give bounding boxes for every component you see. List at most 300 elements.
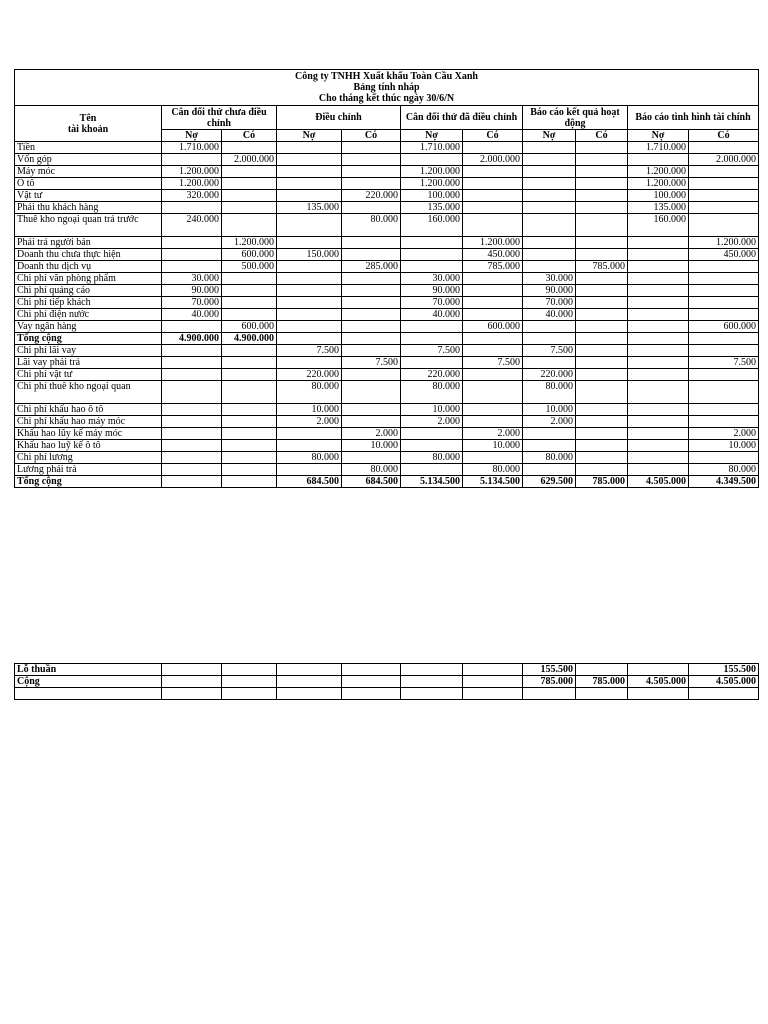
credit-cell: 4.505.000: [689, 676, 759, 688]
debit-cell: [401, 249, 463, 261]
debit-cell: 1.200.000: [162, 178, 222, 190]
debit-cell: [628, 154, 689, 166]
debit-cell: [277, 166, 342, 178]
debit-cell: [523, 214, 576, 237]
debit-cell: 135.000: [628, 202, 689, 214]
credit-cell: 220.000: [342, 190, 401, 202]
debit-cell: [401, 237, 463, 249]
credit-cell: 785.000: [463, 261, 523, 273]
debit-cell: [277, 688, 342, 700]
debit-cell: 70.000: [162, 297, 222, 309]
debit-cell: [628, 321, 689, 333]
debit-cell: 80.000: [401, 452, 463, 464]
credit-cell: [222, 688, 277, 700]
account-name: Chi phí thuê kho ngoại quan: [15, 381, 162, 404]
credit-cell: [576, 464, 628, 476]
credit-cell: [342, 297, 401, 309]
credit-cell: [342, 333, 401, 345]
credit-cell: [222, 428, 277, 440]
debit-cell: [162, 664, 222, 676]
credit-cell: 10.000: [342, 440, 401, 452]
credit-cell: [222, 166, 277, 178]
credit-cell: 7.500: [463, 357, 523, 369]
debit-cell: [523, 357, 576, 369]
debit-cell: 80.000: [401, 381, 463, 404]
credit-cell: 2.000: [463, 428, 523, 440]
credit-cell: [576, 416, 628, 428]
credit-cell: [222, 142, 277, 154]
credit-cell: [222, 273, 277, 285]
table-row: [15, 464, 759, 476]
debit-cell: [277, 309, 342, 321]
debit-cell: [628, 309, 689, 321]
credit-cell: 2.000.000: [689, 154, 759, 166]
credit-cell: 4.900.000: [222, 333, 277, 345]
account-name: Khấu hao lũy kế máy móc: [15, 428, 162, 440]
debit-cell: [628, 688, 689, 700]
debit-cell: [523, 428, 576, 440]
worksheet-table: [14, 69, 759, 488]
credit-cell: 2.000.000: [222, 154, 277, 166]
credit-cell: [576, 452, 628, 464]
debit-cell: 1.200.000: [401, 178, 463, 190]
debit-cell: [523, 321, 576, 333]
debit-cell: [162, 261, 222, 273]
credit-cell: [222, 202, 277, 214]
debit-cell: 1.200.000: [162, 166, 222, 178]
sheet-header: [15, 70, 759, 106]
group-header-adjusted: Cân đối thử đã điều chỉnh: [401, 106, 523, 130]
account-name: Chi phí quảng cáo: [15, 285, 162, 297]
credit-cell: [689, 333, 759, 345]
debit-cell: 90.000: [401, 285, 463, 297]
credit-header: Có: [222, 130, 277, 142]
credit-cell: [689, 178, 759, 190]
debit-cell: 10.000: [401, 404, 463, 416]
credit-cell: [576, 369, 628, 381]
debit-cell: [628, 452, 689, 464]
debit-cell: 80.000: [523, 381, 576, 404]
debit-cell: [277, 237, 342, 249]
debit-cell: [628, 464, 689, 476]
credit-cell: [689, 285, 759, 297]
debit-cell: [401, 676, 463, 688]
debit-cell: 684.500: [277, 476, 342, 488]
debit-cell: 135.000: [277, 202, 342, 214]
table-row: [15, 428, 759, 440]
debit-cell: [162, 369, 222, 381]
credit-cell: [342, 369, 401, 381]
account-name: Doanh thu dịch vụ: [15, 261, 162, 273]
credit-cell: [342, 249, 401, 261]
debit-cell: [523, 333, 576, 345]
debit-cell: [162, 416, 222, 428]
account-name: [15, 688, 162, 700]
table-row: [15, 357, 759, 369]
debit-cell: 220.000: [277, 369, 342, 381]
credit-cell: 2.000: [342, 428, 401, 440]
debit-cell: [628, 428, 689, 440]
debit-cell: 4.505.000: [628, 676, 689, 688]
debit-cell: 629.500: [523, 476, 576, 488]
table-row: [15, 142, 759, 154]
debit-cell: [162, 676, 222, 688]
debit-cell: [401, 154, 463, 166]
credit-header: Có: [689, 130, 759, 142]
debit-cell: [277, 333, 342, 345]
credit-cell: [222, 214, 277, 237]
debit-cell: [277, 273, 342, 285]
table-row: [15, 416, 759, 428]
debit-cell: [628, 440, 689, 452]
debit-cell: [277, 428, 342, 440]
credit-cell: [342, 404, 401, 416]
debit-cell: [162, 428, 222, 440]
credit-cell: 600.000: [689, 321, 759, 333]
credit-cell: [463, 285, 523, 297]
debit-cell: [162, 357, 222, 369]
credit-cell: 785.000: [576, 676, 628, 688]
debit-cell: 2.000: [277, 416, 342, 428]
credit-cell: [689, 261, 759, 273]
debit-cell: 70.000: [523, 297, 576, 309]
debit-cell: [277, 154, 342, 166]
credit-cell: [576, 345, 628, 357]
account-name: Tiền: [15, 142, 162, 154]
credit-cell: [463, 688, 523, 700]
table-row: [15, 178, 759, 190]
credit-cell: [689, 273, 759, 285]
debit-cell: [401, 261, 463, 273]
credit-cell: [463, 273, 523, 285]
debit-cell: 150.000: [277, 249, 342, 261]
credit-cell: 600.000: [463, 321, 523, 333]
account-name: Lương phải trả: [15, 464, 162, 476]
debit-cell: 160.000: [401, 214, 463, 237]
credit-cell: 4.349.500: [689, 476, 759, 488]
debit-cell: 1.710.000: [401, 142, 463, 154]
debit-cell: 2.000: [523, 416, 576, 428]
credit-cell: [342, 345, 401, 357]
debit-cell: [162, 404, 222, 416]
debit-cell: [162, 249, 222, 261]
credit-cell: 285.000: [342, 261, 401, 273]
debit-cell: [401, 464, 463, 476]
account-name: Máy móc: [15, 166, 162, 178]
debit-cell: [523, 464, 576, 476]
debit-cell: 1.200.000: [401, 166, 463, 178]
table-row: [15, 440, 759, 452]
table-row: [15, 190, 759, 202]
credit-cell: [342, 202, 401, 214]
debit-cell: 90.000: [523, 285, 576, 297]
credit-cell: 450.000: [689, 249, 759, 261]
debit-cell: 785.000: [523, 676, 576, 688]
credit-cell: [463, 190, 523, 202]
account-name: Chi phí tiếp khách: [15, 297, 162, 309]
credit-cell: [342, 237, 401, 249]
credit-cell: [576, 166, 628, 178]
account-name: Chi phí văn phòng phẩm: [15, 273, 162, 285]
credit-cell: [463, 142, 523, 154]
table-row: [15, 166, 759, 178]
table-row: [15, 309, 759, 321]
credit-cell: 7.500: [342, 357, 401, 369]
debit-cell: [162, 452, 222, 464]
credit-cell: [342, 381, 401, 404]
credit-cell: [576, 273, 628, 285]
debit-cell: [523, 178, 576, 190]
debit-cell: [628, 381, 689, 404]
credit-cell: [689, 202, 759, 214]
credit-cell: [463, 381, 523, 404]
credit-cell: [576, 404, 628, 416]
credit-cell: [689, 404, 759, 416]
debit-cell: [277, 178, 342, 190]
credit-cell: [689, 369, 759, 381]
credit-cell: [222, 664, 277, 676]
credit-cell: [689, 416, 759, 428]
credit-cell: [222, 476, 277, 488]
credit-cell: [576, 214, 628, 237]
debit-cell: [162, 154, 222, 166]
debit-cell: [162, 237, 222, 249]
debit-cell: [628, 404, 689, 416]
credit-cell: [463, 309, 523, 321]
credit-cell: [689, 688, 759, 700]
credit-cell: [576, 154, 628, 166]
table-row: [15, 285, 759, 297]
debit-cell: 220.000: [401, 369, 463, 381]
debit-cell: [401, 321, 463, 333]
debit-header: Nợ: [162, 130, 222, 142]
debit-cell: [628, 249, 689, 261]
credit-cell: [576, 664, 628, 676]
credit-cell: 785.000: [576, 476, 628, 488]
period-label: Cho tháng kết thúc ngày 30/6/N: [318, 93, 455, 104]
account-name: Chi phí khấu hao ô tô: [15, 404, 162, 416]
debit-cell: [162, 476, 222, 488]
debit-header: Nợ: [401, 130, 463, 142]
credit-cell: 1.200.000: [222, 237, 277, 249]
credit-cell: [463, 333, 523, 345]
credit-cell: [342, 321, 401, 333]
summary-table: [14, 663, 759, 700]
account-name: Khấu hao luỹ kế ô tô: [15, 440, 162, 452]
account-name: Phải trả người bán: [15, 237, 162, 249]
debit-cell: [523, 154, 576, 166]
debit-cell: 7.500: [401, 345, 463, 357]
debit-cell: [628, 273, 689, 285]
debit-cell: [523, 237, 576, 249]
debit-cell: 240.000: [162, 214, 222, 237]
credit-cell: [463, 664, 523, 676]
table-row: [15, 261, 759, 273]
debit-cell: [277, 464, 342, 476]
debit-cell: 160.000: [628, 214, 689, 237]
account-name: Chi phí lãi vay: [15, 345, 162, 357]
debit-cell: 2.000: [401, 416, 463, 428]
credit-cell: [576, 178, 628, 190]
debit-cell: [628, 285, 689, 297]
credit-cell: [342, 664, 401, 676]
debit-cell: [401, 357, 463, 369]
debit-cell: 70.000: [401, 297, 463, 309]
account-name-header: Tên tài khoản: [15, 106, 162, 142]
table-row: [15, 452, 759, 464]
credit-cell: [576, 688, 628, 700]
credit-cell: [222, 464, 277, 476]
credit-cell: [222, 369, 277, 381]
debit-cell: 1.710.000: [162, 142, 222, 154]
credit-cell: [342, 416, 401, 428]
table-row: [15, 321, 759, 333]
credit-cell: 5.134.500: [463, 476, 523, 488]
account-name: Vay ngân hàng: [15, 321, 162, 333]
debit-cell: [277, 285, 342, 297]
credit-cell: [222, 416, 277, 428]
debit-cell: [162, 345, 222, 357]
credit-cell: [222, 357, 277, 369]
debit-cell: [628, 664, 689, 676]
debit-cell: 100.000: [628, 190, 689, 202]
debit-cell: [277, 676, 342, 688]
debit-cell: [162, 688, 222, 700]
credit-cell: [576, 333, 628, 345]
credit-cell: [576, 285, 628, 297]
credit-cell: 10.000: [689, 440, 759, 452]
total-row: [15, 333, 759, 345]
group-header-income-statement: Báo cáo kết quả hoạt động: [523, 106, 628, 130]
debit-cell: [628, 345, 689, 357]
table-row: [15, 154, 759, 166]
debit-cell: [277, 297, 342, 309]
credit-cell: [463, 676, 523, 688]
debit-cell: [277, 261, 342, 273]
credit-cell: [222, 452, 277, 464]
credit-cell: 450.000: [463, 249, 523, 261]
debit-cell: [277, 142, 342, 154]
debit-cell: [162, 464, 222, 476]
credit-cell: 80.000: [342, 214, 401, 237]
credit-cell: [342, 676, 401, 688]
table-row: [15, 249, 759, 261]
account-name: Chi phí khấu hao máy móc: [15, 416, 162, 428]
debit-cell: [401, 333, 463, 345]
credit-cell: [463, 214, 523, 237]
credit-cell: [222, 676, 277, 688]
sheet-title: Bảng tính nháp: [353, 82, 420, 93]
credit-cell: 155.500: [689, 664, 759, 676]
credit-cell: [576, 190, 628, 202]
credit-cell: [342, 688, 401, 700]
debit-cell: 5.134.500: [401, 476, 463, 488]
debit-cell: 80.000: [523, 452, 576, 464]
debit-cell: 7.500: [277, 345, 342, 357]
credit-cell: [463, 345, 523, 357]
credit-cell: 2.000.000: [463, 154, 523, 166]
account-name: Doanh thu chưa thực hiện: [15, 249, 162, 261]
account-name: Tổng cộng: [15, 476, 162, 488]
group-header-adjustments: Điều chỉnh: [277, 106, 401, 130]
credit-cell: [576, 142, 628, 154]
credit-cell: [576, 309, 628, 321]
debit-cell: [628, 333, 689, 345]
debit-header: Nợ: [523, 130, 576, 142]
debit-cell: [628, 297, 689, 309]
credit-cell: 2.000: [689, 428, 759, 440]
debit-cell: [162, 202, 222, 214]
debit-cell: [523, 440, 576, 452]
debit-cell: 100.000: [401, 190, 463, 202]
table-row: [15, 237, 759, 249]
credit-cell: [463, 404, 523, 416]
table-row: [15, 381, 759, 404]
credit-cell: 600.000: [222, 321, 277, 333]
credit-cell: [463, 452, 523, 464]
account-name: Lãi vay phải trả: [15, 357, 162, 369]
credit-cell: 684.500: [342, 476, 401, 488]
debit-cell: [523, 190, 576, 202]
account-name: Chi phí vật tư: [15, 369, 162, 381]
debit-cell: 155.500: [523, 664, 576, 676]
credit-cell: [689, 190, 759, 202]
debit-cell: [401, 428, 463, 440]
debit-cell: [277, 214, 342, 237]
debit-cell: [523, 688, 576, 700]
credit-cell: [689, 309, 759, 321]
account-name: Lỗ thuần: [15, 664, 162, 676]
credit-cell: [576, 381, 628, 404]
debit-cell: 80.000: [277, 452, 342, 464]
debit-cell: 1.710.000: [628, 142, 689, 154]
credit-cell: [222, 297, 277, 309]
credit-cell: [342, 166, 401, 178]
credit-cell: [342, 452, 401, 464]
debit-cell: 90.000: [162, 285, 222, 297]
credit-cell: [689, 381, 759, 404]
credit-cell: [463, 297, 523, 309]
account-name: Cộng: [15, 676, 162, 688]
debit-cell: 30.000: [401, 273, 463, 285]
credit-cell: [342, 285, 401, 297]
credit-cell: 10.000: [463, 440, 523, 452]
table-row: [15, 273, 759, 285]
credit-cell: [576, 237, 628, 249]
debit-cell: [628, 237, 689, 249]
credit-cell: 80.000: [342, 464, 401, 476]
credit-cell: [689, 214, 759, 237]
debit-cell: [162, 381, 222, 404]
debit-cell: [277, 190, 342, 202]
credit-cell: [342, 142, 401, 154]
credit-header: Có: [463, 130, 523, 142]
table-row: [15, 202, 759, 214]
credit-cell: [689, 297, 759, 309]
account-name: Vật tư: [15, 190, 162, 202]
credit-cell: [463, 166, 523, 178]
debit-cell: [628, 357, 689, 369]
debit-cell: [628, 369, 689, 381]
group-header-balance-sheet: Báo cáo tình hình tài chính: [628, 106, 759, 130]
debit-cell: [401, 440, 463, 452]
credit-cell: [222, 190, 277, 202]
credit-cell: [689, 142, 759, 154]
debit-cell: 30.000: [523, 273, 576, 285]
debit-cell: 10.000: [277, 404, 342, 416]
debit-cell: [277, 321, 342, 333]
credit-cell: [576, 357, 628, 369]
